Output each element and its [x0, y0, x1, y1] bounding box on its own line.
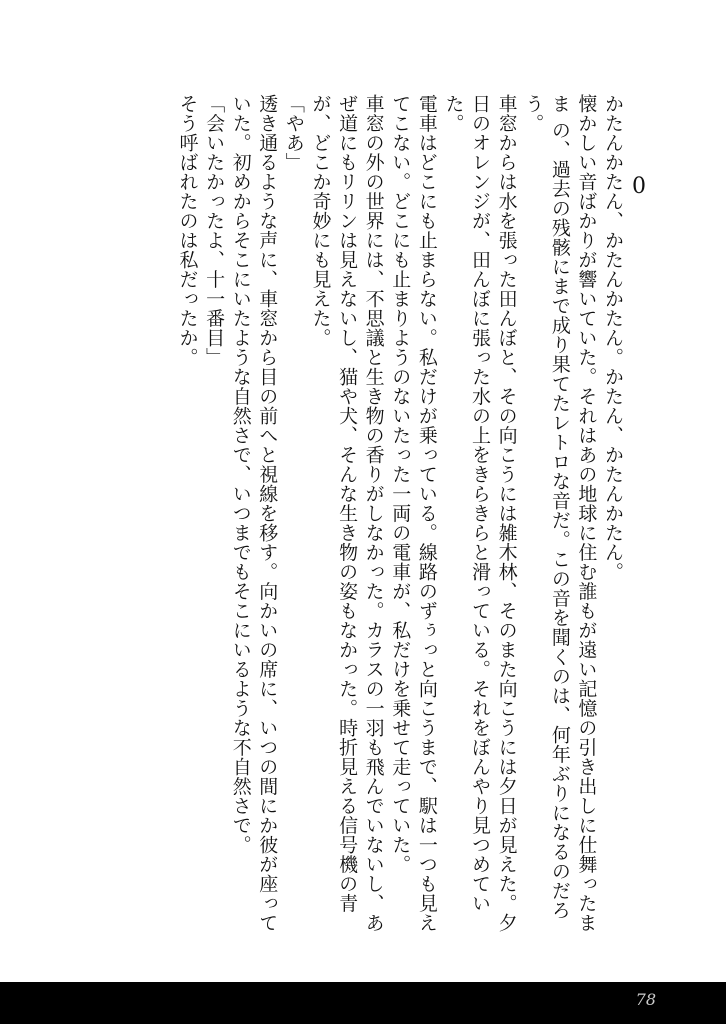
vertical-body-text [106, 94, 626, 944]
dialogue-line: 「やあ」 [282, 94, 305, 172]
chapter-number: 0 [632, 174, 646, 199]
page-number: 78 [635, 990, 656, 1009]
paragraph: 懐かしい音ばかりが響いていた。それはあの地球に住む誰もが遠い記憶の引き出しに仕舞ったまま の、過去の残骸にまで成り果てたレトロな音だ。この音を聞くのは、何年ぶりになるのだろう。 [522, 94, 598, 933]
paragraph: かたんかたん、かたんかたん。かたん、かたんかたん。 [602, 94, 624, 582]
paragraph: 車窓からは水を張った田んぼと、その向こうには雑木林、そのまた向こうには夕日が見えた。夕日のオレンジが、田んぼに張った水の上をきらきらと滑っている。それをぼんやり見つめていた。 [442, 94, 518, 933]
dialogue-line: 「会いたかったよ、十一番目」 [203, 94, 226, 367]
paragraph: 透き通るような声に、車窓から目の前へと視線を移す。向かいの席に、いつの間にか彼が座っていた。初めからそこにいたような自然さで、いつまでもそこにいるような不自然さで。 [229, 94, 279, 933]
paragraph: 電車はどこにも止まらない。私だけが乗っている。線路のずぅっと向こうまで、駅は一つも見えてこない。どこにも止まりようのないたった一両の電車が、私だけを乗せて走っていた。 [389, 94, 438, 933]
paragraph: そう呼ばれたのは私だったか。 [176, 94, 199, 367]
footer-bar [0, 982, 726, 1024]
paragraph: 車窓の外の世界には、不思議と生き物の香りがしなかった。カラスの一羽も飛んでいないし、あぜ道にもリリンは見えないし、猫や犬、そんな生き物の姿もなかった。時折見える信号機の青が、どこか奇妙にも見えた。 [309, 94, 385, 933]
